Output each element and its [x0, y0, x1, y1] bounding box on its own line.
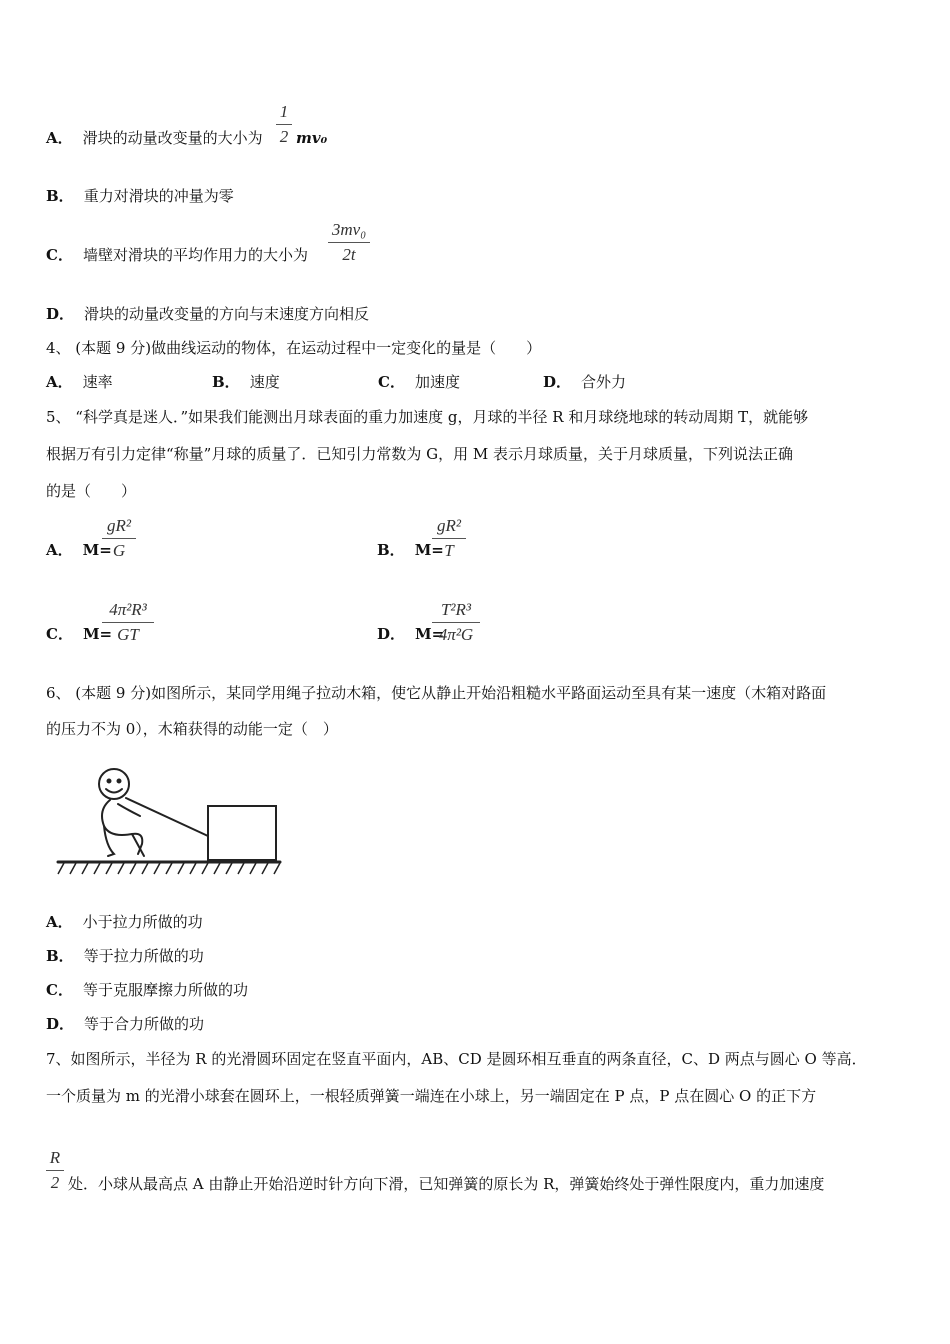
- q3-option-b: B． 重力对滑块的冲量为零: [46, 187, 234, 205]
- q7-stem-line3: 处．小球从最高点 A 由静止开始沿逆时针方向下滑，已知弹簧的原长为 R，弹簧始终处于弹性限度内，重力加速度: [68, 1175, 825, 1193]
- q4-option-c: C． 加速度: [378, 373, 460, 391]
- q6-stem-line1: 6、 (本题 9 分)如图所示，某同学用绳子拉动木箱，使它从静止开始沿粗糙水平路面运动至具有某一速度（木箱对路面: [46, 684, 827, 702]
- fraction-r-over-2: R 2: [46, 1148, 64, 1193]
- wooden-box: [208, 806, 276, 860]
- q5-option-c-fraction: 4π²R³ GT: [102, 600, 154, 645]
- q4-stem: 4、 (本题 9 分)做曲线运动的物体，在运动过程中一定变化的量是（ ）: [46, 339, 542, 357]
- momentum-mv0: mv₀: [296, 129, 328, 147]
- option-label: A．: [46, 129, 73, 147]
- q3-option-a: [46, 128, 263, 148]
- q6-option-a: A． 小于拉力所做的功: [46, 913, 203, 931]
- q5-option-c: C． M=: [46, 625, 113, 643]
- rope-line: [126, 798, 208, 836]
- q5-option-d: D． M=: [377, 625, 445, 643]
- option-text: 滑块的动量改变量的大小为: [82, 129, 263, 147]
- q6-stem-line2: 的压力不为 0），木箱获得的动能一定（ ）: [46, 720, 338, 738]
- head-shape: [99, 769, 129, 799]
- q5-option-a-fraction: gR² G: [102, 516, 136, 561]
- person-pulling-box-figure: [48, 760, 288, 890]
- ground-hatching: [58, 863, 280, 874]
- q5-stem-line3: 的是（ ）: [46, 482, 137, 500]
- fraction-one-half: 1 2: [276, 102, 292, 147]
- q7-stem-line1: 7、如图所示，半径为 R 的光滑圆环固定在竖直平面内，AB、CD 是圆环相互垂直的两条直径，C、D 两点与圆心 O 等高．: [46, 1050, 867, 1068]
- q6-option-c: C． 等于克服摩擦力所做的功: [46, 981, 248, 999]
- q6-option-d: D． 等于合力所做的功: [46, 1015, 205, 1033]
- q7-stem-line2: 一个质量为 m 的光滑小球套在圆环上，一根轻质弹簧一端连在小球上，另一端固定在 P 点，P 点在圆心 O 的正下方: [46, 1087, 817, 1105]
- q5-option-d-fraction: T²R³ 4π²G: [432, 600, 480, 645]
- q5-stem-line2: 根据万有引力定律“称量”月球的质量了．已知引力常数为 G，用 M 表示月球质量，关于月球质量，下列说法正确: [46, 445, 793, 463]
- q3-option-d: D． 滑块的动量改变量的方向与末速度方向相反: [46, 305, 370, 323]
- q4-option-b: B． 速度: [212, 373, 280, 391]
- fraction-3mv0-over-2t: 3mv₀ 2t: [328, 220, 370, 265]
- q4-option-a: A． 速率: [46, 373, 113, 391]
- q5-stem-line1: 5、 “科学真是迷人．”如果我们能测出月球表面的重力加速度 g，月球的半径 R 和月球绕地球的转动周期 T，就能够: [46, 408, 809, 426]
- q5-option-b: B． M=: [377, 541, 444, 559]
- q3-option-c: C． 墙壁对滑块的平均作用力的大小为: [46, 246, 308, 264]
- q5-option-b-fraction: gR² T: [432, 516, 466, 561]
- q5-option-a: A． M=: [46, 541, 112, 559]
- q4-option-d: D． 合外力: [543, 373, 627, 391]
- q6-option-b: B． 等于拉力所做的功: [46, 947, 204, 965]
